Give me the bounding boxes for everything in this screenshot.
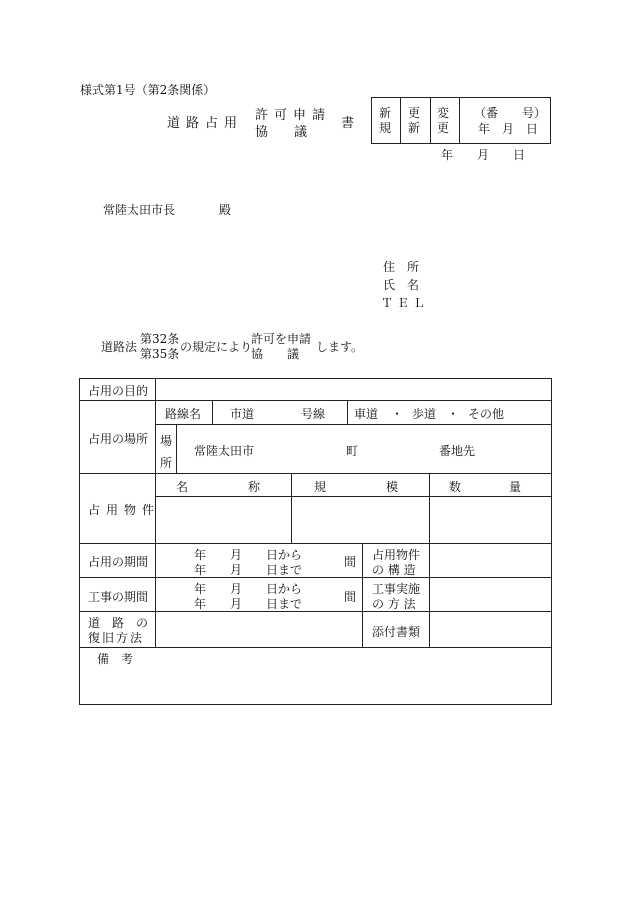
attachments-field[interactable] (432, 613, 548, 645)
period-occupy-label: 占用の期間 (88, 555, 149, 569)
addressee-name: 常陸太田市長 (103, 203, 176, 217)
type-change[interactable]: 変更 (437, 106, 450, 135)
structure-label-2: の 構 造 (372, 563, 416, 577)
separator-dot: ・ (391, 407, 404, 421)
location-label: 占用の場所 (88, 432, 149, 446)
form-label: 様式第1号（第2条関係） (80, 83, 216, 97)
object-name-field[interactable] (157, 498, 289, 541)
application-table (79, 378, 552, 705)
separator-dot: ・ (447, 407, 460, 421)
work-days: 間 (344, 590, 357, 604)
title-suffix: 書 (341, 116, 355, 131)
purpose-label: 占用の目的 (88, 384, 149, 398)
method-field[interactable] (432, 579, 548, 610)
sidewalk-option[interactable]: 歩道 (412, 407, 437, 421)
objects-label: 占用物件 (88, 503, 161, 517)
lot-label: 番地先 (439, 444, 476, 458)
place-label: 場所 (160, 434, 173, 470)
col-name-header: 名 称 (176, 480, 261, 494)
statement-article-32: 第32条 (140, 332, 180, 346)
title-main: 道路占用 (167, 116, 244, 131)
statement-end: します。 (316, 340, 364, 354)
applicant-address-label: 住 所 (383, 260, 420, 274)
purpose-field[interactable] (158, 380, 548, 398)
attachments-label: 添付書類 (372, 625, 421, 639)
occupy-to[interactable]: 年 月 日まで (194, 563, 303, 577)
title-option-permit: 許可申請 (255, 108, 332, 123)
city-road-label: 市道 (230, 407, 255, 421)
route-no-label: 号線 (301, 407, 326, 421)
statement-consult: 協 議 (251, 347, 300, 361)
work-to[interactable]: 年 月 日まで (194, 597, 303, 611)
occupy-from[interactable]: 年 月 日から (194, 548, 303, 562)
statement-permit: 許可を申請 (251, 332, 312, 346)
statement-article-35: 第35条 (140, 347, 180, 361)
period-work-label: 工事の期間 (88, 590, 149, 604)
applicant-name-label: 氏 名 (383, 278, 420, 292)
col-quantity-header: 数 量 (449, 480, 522, 494)
remarks-field[interactable] (82, 666, 547, 700)
city-name: 常陸太田市 (194, 444, 255, 458)
method-label-1: 工事実施 (372, 582, 421, 596)
structure-field[interactable] (432, 545, 548, 576)
permit-number: （番 号） (474, 106, 547, 120)
method-label-2: の 方 法 (372, 597, 416, 611)
restore-field[interactable] (158, 613, 360, 645)
occupy-days: 間 (344, 555, 357, 569)
route-name-label: 路線名 (165, 407, 202, 421)
title-option-consult: 協 議 (255, 125, 308, 140)
other-option[interactable]: その他 (468, 407, 505, 421)
application-date[interactable]: 年 月 日 (441, 148, 526, 162)
town-label: 町 (346, 444, 359, 458)
object-quantity-field[interactable] (432, 498, 548, 541)
restore-label-1: 道 路 の (88, 616, 149, 630)
type-new[interactable]: 新規 (379, 106, 392, 135)
remarks-label: 備 考 (97, 652, 134, 666)
structure-label-1: 占用物件 (372, 548, 421, 562)
object-scale-field[interactable] (294, 498, 427, 541)
applicant-tel-label: ＴＥＬ (381, 296, 430, 310)
roadway-option[interactable]: 車道 (354, 407, 379, 421)
addressee-honorific: 殿 (219, 203, 232, 217)
col-scale-header: 規 模 (314, 480, 399, 494)
type-renew[interactable]: 更新 (408, 106, 421, 135)
statement-law: 道路法 (101, 340, 138, 354)
work-from[interactable]: 年 月 日から (194, 582, 303, 596)
restore-label-2: 復旧方法 (88, 631, 145, 645)
permit-number-date: 年 月 日 (478, 122, 539, 136)
statement-middle: の規定により (180, 340, 253, 354)
